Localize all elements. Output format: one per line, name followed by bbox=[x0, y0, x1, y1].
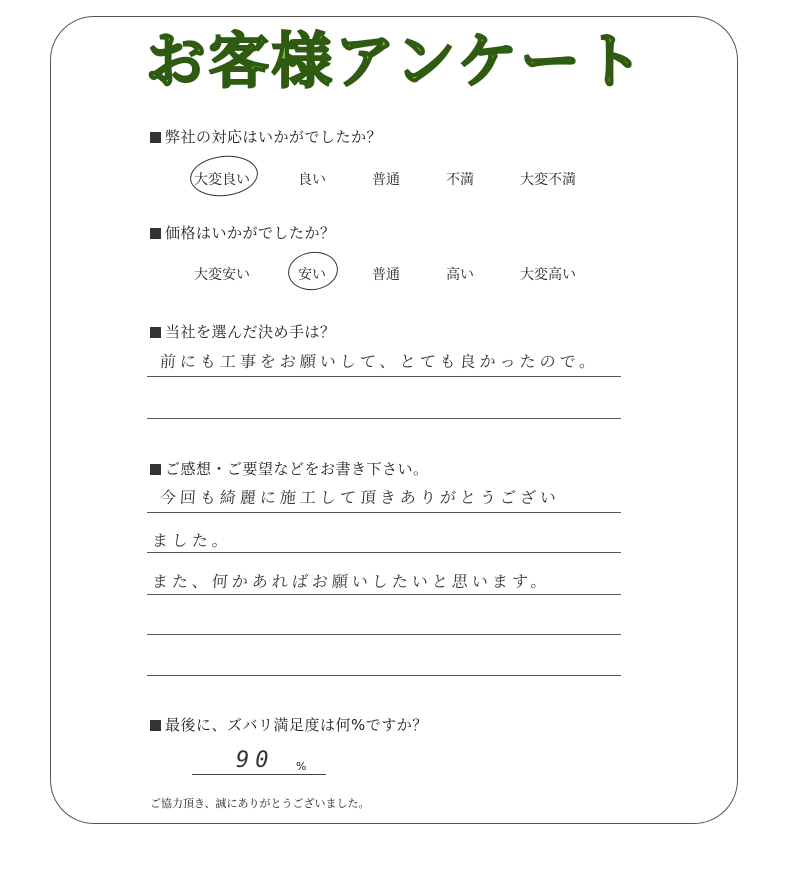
q4-answer-line-2: ました。 bbox=[151, 531, 233, 550]
question-5-text: 最後に、ズバリ満足度は何%ですか？ bbox=[165, 716, 428, 734]
answer-rule bbox=[147, 376, 621, 377]
answer-rule bbox=[147, 512, 621, 513]
question-5 bbox=[150, 714, 428, 735]
q2-option-1[interactable]: 大変安い bbox=[194, 267, 250, 283]
q2-option-3[interactable]: 普通 bbox=[372, 267, 400, 283]
answer-rule bbox=[147, 552, 621, 553]
q4-answer-line-3: また、何かあればお願いしたいと思います。 bbox=[151, 572, 552, 591]
q1-option-5[interactable]: 大変不満 bbox=[520, 172, 576, 188]
question-3 bbox=[150, 321, 336, 342]
q1-option-4[interactable]: 不満 bbox=[446, 172, 474, 188]
thank-you-note: ご協力頂き、誠にありがとうございました。 bbox=[150, 797, 370, 810]
satisfaction-rule bbox=[192, 774, 326, 775]
question-2 bbox=[150, 222, 336, 243]
q1-option-2[interactable]: 良い bbox=[298, 172, 326, 188]
survey-title bbox=[0, 18, 800, 100]
square-bullet-icon bbox=[150, 228, 161, 239]
q4-answer-line-1: 今回も綺麗に施工して頂きありがとうござい bbox=[159, 488, 561, 507]
q1-option-3[interactable]: 普通 bbox=[372, 172, 400, 188]
q2-option-5[interactable]: 大変高い bbox=[520, 267, 576, 283]
question-4 bbox=[150, 458, 429, 479]
question-3-text: 当社を選んだ決め手は？ bbox=[165, 323, 336, 341]
answer-rule bbox=[147, 418, 621, 419]
satisfaction-value: 90 bbox=[236, 748, 275, 773]
q1-option-1[interactable]: 大変良い bbox=[194, 172, 250, 188]
q3-answer-line-1: 前にも工事をお願いして、とても良かったので。 bbox=[159, 352, 600, 371]
survey-title-text: お客様アンケート bbox=[145, 27, 647, 97]
question-1 bbox=[150, 126, 382, 147]
answer-rule bbox=[147, 675, 621, 676]
square-bullet-icon bbox=[150, 132, 161, 143]
satisfaction-unit: % bbox=[296, 760, 307, 773]
square-bullet-icon bbox=[150, 464, 161, 475]
square-bullet-icon bbox=[150, 327, 161, 338]
q2-option-2[interactable]: 安い bbox=[298, 267, 326, 283]
answer-rule bbox=[147, 634, 621, 635]
square-bullet-icon bbox=[150, 720, 161, 731]
question-1-text: 弊社の対応はいかがでしたか？ bbox=[165, 128, 383, 146]
answer-rule bbox=[147, 594, 621, 595]
question-4-text: ご感想・ご要望などをお書き下さい。 bbox=[165, 460, 429, 478]
question-2-text: 価格はいかがでしたか？ bbox=[165, 224, 336, 242]
q2-option-4[interactable]: 高い bbox=[446, 267, 474, 283]
